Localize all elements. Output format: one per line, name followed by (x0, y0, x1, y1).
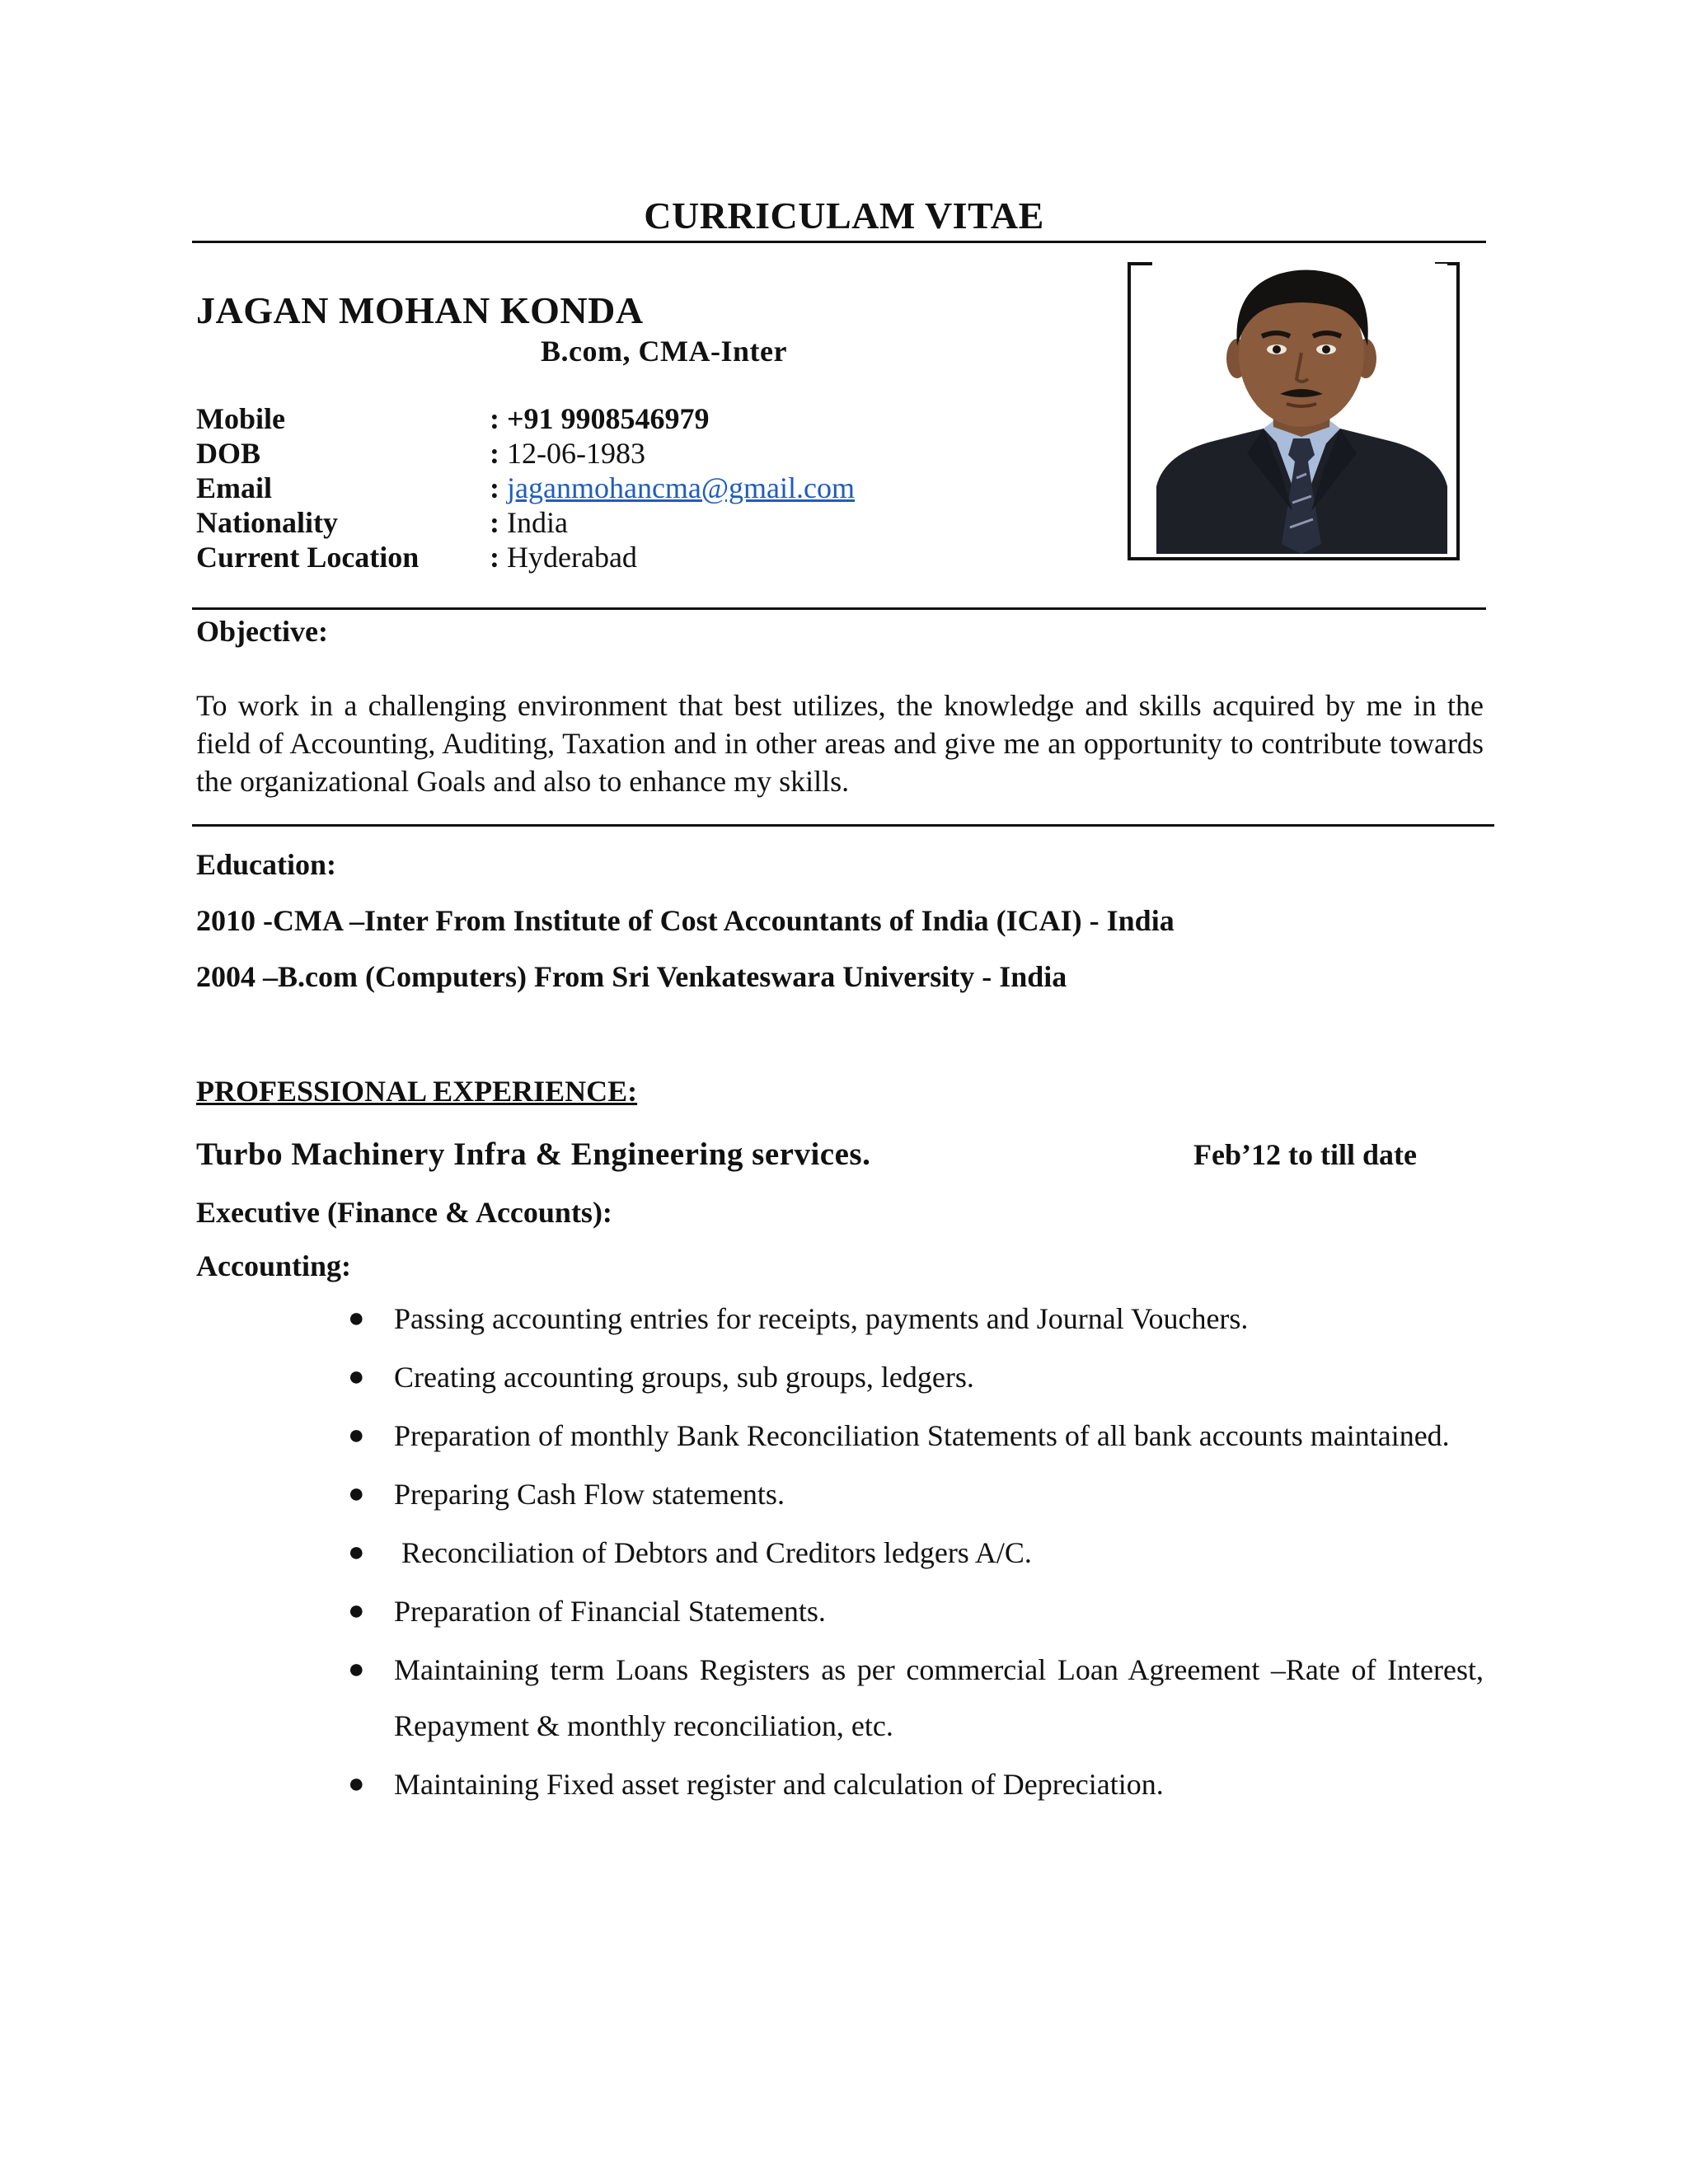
education-heading: Education: (196, 848, 337, 881)
dob-label: DOB (196, 437, 261, 470)
duty-text: Passing accounting entries for receipts, payments and Journal Vouchers. (394, 1302, 1249, 1335)
objective-text: To work in a challenging environment that best utilizes, the knowledge and skills acquired by me in the field of Accounting, Auditing, Taxation and in other areas and give me an opportunity to contribute towards the organizational Goals and also to enhance my skills. (196, 689, 1484, 798)
separator: : (490, 541, 507, 574)
list-item (336, 1466, 1484, 1522)
list-item (336, 1756, 1484, 1812)
email-link[interactable]: jaganmohancma@gmail.com (507, 471, 856, 504)
bullet-icon: ● (348, 1654, 365, 1685)
bullet-icon: ● (348, 1596, 365, 1626)
header-divider (192, 607, 1486, 610)
profile-photo (1156, 264, 1447, 554)
mobile-row (490, 401, 710, 436)
duty-text: Preparation of Financial Statements. (394, 1595, 826, 1628)
separator: : (490, 506, 507, 539)
list-item (336, 1583, 1484, 1639)
list-item (336, 1349, 1484, 1405)
list-item (336, 1525, 1484, 1581)
qualifications: B.com, CMA-Inter (541, 335, 787, 368)
list-item (336, 1408, 1484, 1464)
title-divider (192, 241, 1486, 243)
bullet-icon: ● (348, 1537, 365, 1568)
job-role: Executive (Finance & Accounts): (196, 1196, 612, 1229)
duty-text: Preparing Cash Flow statements. (394, 1478, 785, 1511)
email-row (490, 471, 855, 505)
experience-heading: PROFESSIONAL EXPERIENCE: (196, 1075, 638, 1108)
objective-heading: Objective: (196, 615, 328, 648)
duty-text: Creating accounting groups, sub groups, ledgers. (394, 1361, 974, 1394)
duty-text: Maintaining Fixed asset register and calculation of Depreciation. (394, 1768, 1164, 1801)
bullet-icon: ● (348, 1479, 365, 1509)
company-name: Turbo Machinery Infra & Engineering services. (196, 1137, 871, 1172)
duty-text: Reconciliation of Debtors and Creditors ledgers A/C. (394, 1536, 1032, 1569)
mobile-value: +91 9908546979 (507, 402, 710, 435)
separator: : (490, 471, 507, 504)
employment-dates: Feb’12 to till date (1193, 1138, 1417, 1171)
duty-text: Maintaining term Loans Registers as per commercial Loan Agreement –Rate of Interest, Repayment & monthly reconciliation, etc. (394, 1653, 1484, 1742)
location-label: Current Location (196, 541, 420, 574)
mobile-label: Mobile (196, 402, 285, 435)
dob-row (490, 436, 645, 471)
location-value: Hyderabad (507, 541, 637, 574)
dob-value: 12-06-1983 (507, 437, 645, 470)
candidate-name: JAGAN MOHAN KONDA (196, 289, 644, 331)
nationality-value: India (507, 506, 568, 539)
nationality-label: Nationality (196, 506, 339, 539)
list-item (336, 1291, 1484, 1347)
bullet-icon: ● (348, 1361, 365, 1392)
bullet-icon: ● (348, 1420, 365, 1451)
duty-area: Accounting: (196, 1249, 351, 1282)
email-label: Email (196, 471, 273, 504)
objective-divider (192, 824, 1494, 827)
bullet-icon: ● (348, 1769, 365, 1799)
duty-text: Preparation of monthly Bank Reconciliation Statements of all bank accounts maintained. (394, 1419, 1450, 1452)
list-item (336, 1642, 1484, 1754)
bullet-icon: ● (348, 1303, 365, 1333)
location-row (490, 540, 637, 574)
separator: : (490, 402, 507, 435)
separator: : (490, 437, 507, 470)
nationality-row (490, 505, 568, 540)
document-title: CURRICULAM VITAE (644, 194, 1044, 237)
education-item: 2010 -CMA –Inter From Institute of Cost Accountants of India (ICAI) - India (196, 904, 1175, 937)
duties-list (336, 1291, 1484, 1815)
education-item: 2004 –B.com (Computers) From Sri Venkateswara University - India (196, 960, 1067, 993)
